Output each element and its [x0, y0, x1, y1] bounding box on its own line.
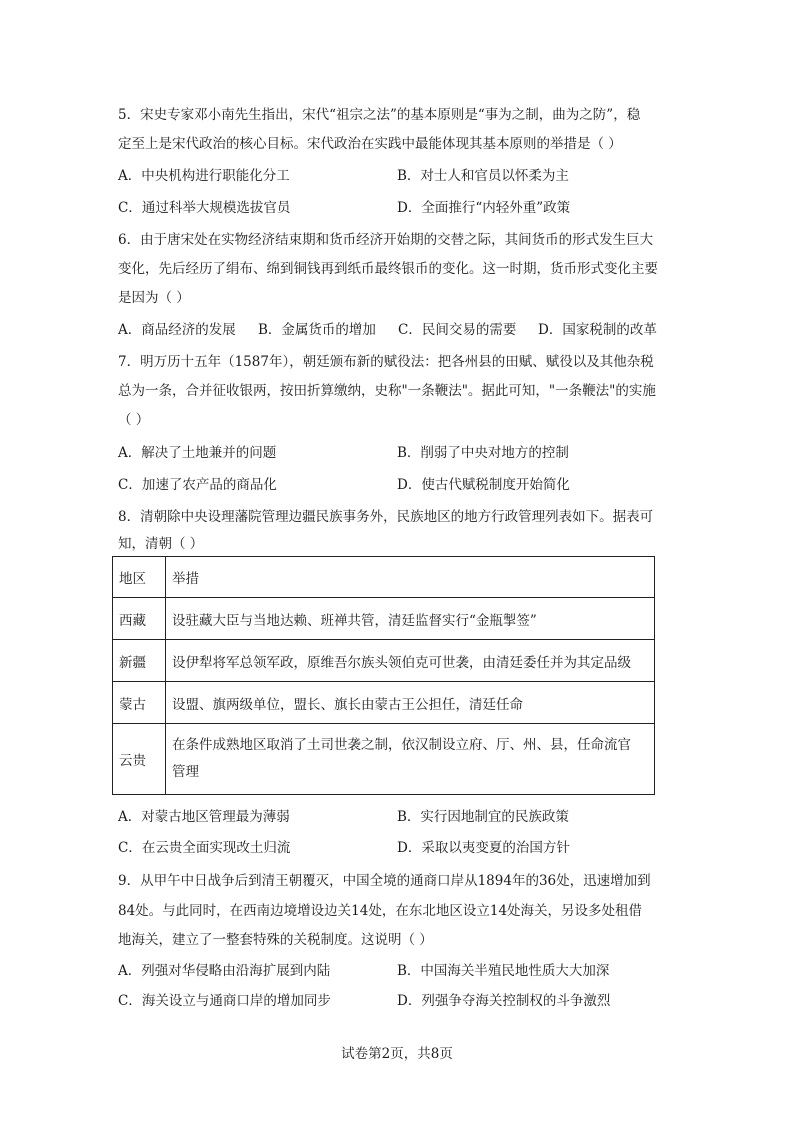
- q8-option-c: C．在云贵全面实现改土归流: [118, 840, 291, 856]
- table-cell-measure: 设盟、旗两级单位，盟长、旗长由蒙古王公担任，清廷任命: [166, 682, 655, 724]
- table-row: [113, 640, 655, 682]
- q5-option-c: C．通过科举大规模选拔官员: [118, 200, 291, 216]
- table-cell-region: 云贵: [113, 724, 166, 795]
- q6-stem-line-1: 6．由于唐宋处在实物经济结束期和货币经济开始期的交替之际，其间货币的形式发生巨大: [118, 232, 654, 248]
- page-footer: 试卷第2页，共8页: [341, 1046, 453, 1062]
- q5-option-b: B．对士人和官员以怀柔为主: [397, 168, 569, 184]
- q5-option-a: A．中央机构进行职能化分工: [118, 168, 290, 184]
- table-cell-measure-line-1: 在条件成熟地区取消了土司世袭之制，依汉制设立府、厅、州、县，任命流官: [172, 737, 631, 753]
- q5-option-d: D．全面推行“内轻外重”政策: [397, 200, 571, 216]
- q6-option-a: A．商品经济的发展: [118, 322, 236, 338]
- q5-stem-line-1: 5．宋史专家邓小南先生指出，宋代“祖宗之法”的基本原则是“事为之制，曲为之防”，稳: [118, 107, 641, 123]
- table-cell-region: 新疆: [113, 640, 166, 682]
- q7-stem-line-3: （ ）: [118, 412, 150, 428]
- table-row: [113, 682, 655, 724]
- table-cell-measure: [166, 724, 655, 795]
- q7-option-d: D．使古代赋税制度开始简化: [397, 477, 570, 493]
- policy-table: [112, 556, 655, 795]
- q8-option-a: A．对蒙古地区管理最为薄弱: [118, 809, 290, 825]
- table-row: [113, 598, 655, 640]
- q8-option-d: D．采取以夷变夏的治国方针: [397, 840, 570, 856]
- q8-option-b: B．实行因地制宜的民族政策: [397, 809, 569, 825]
- q9-option-c: C．海关设立与通商口岸的增加同步: [118, 993, 331, 1009]
- q8-stem-line-2: 知，清朝（ ）: [118, 536, 204, 552]
- table-cell-measure-line-2: 管理: [172, 764, 199, 780]
- table-cell-region: 蒙古: [113, 682, 166, 724]
- table-header-row: [113, 557, 655, 598]
- q8-stem-line-1: 8．清朝除中央设理藩院管理边疆民族事务外，民族地区的地方行政管理列表如下。据表可: [118, 509, 654, 525]
- q9-stem-line-3: 地海关，建立了一整套特殊的关税制度。这说明（ ）: [118, 932, 433, 948]
- q5-stem-line-2: 定至上是宋代政治的核心目标。宋代政治在实践中最能体现其基本原则的举措是（ ）: [118, 136, 622, 152]
- q7-stem-line-1: 7．明万历十五年（1587年），朝廷颁布新的赋役法：把各州县的田赋、赋役以及其他杂税: [118, 354, 654, 370]
- table-row: [113, 724, 655, 795]
- q7-option-c: C．加速了农产品的商品化: [118, 477, 277, 493]
- table-header-region: 地区: [113, 557, 166, 598]
- q6-option-b: B．金属货币的增加: [258, 322, 376, 338]
- table-cell-region: 西藏: [113, 598, 166, 640]
- table-cell-measure: 设伊犁将军总领军政，原维吾尔族头领伯克可世袭，由清廷委任并为其定品级: [166, 640, 655, 682]
- q6-stem-line-3: 是因为（ ）: [118, 290, 190, 306]
- q7-stem-line-2: 总为一条，合并征收银两，按田折算缴纳，史称"一条鞭法"。据此可知，"一条鞭法"的实施: [118, 383, 656, 399]
- q6-stem-line-2: 变化，先后经历了绢布、绵到铜钱再到纸币最终银币的变化。这一时期，货币形式变化主要: [118, 261, 658, 277]
- q6-option-c: C．民间交易的需要: [398, 322, 517, 338]
- table-cell-measure: 设驻藏大臣与当地达赖、班禅共管，清廷监督实行“金瓶掣签”: [166, 598, 655, 640]
- q6-option-d: D．国家税制的改革: [538, 322, 657, 338]
- q9-option-d: D．列强争夺海关控制权的斗争激烈: [397, 993, 611, 1009]
- q9-option-a: A．列强对华侵略由沿海扩展到内陆: [118, 963, 331, 979]
- table-header-measure: 举措: [166, 557, 655, 598]
- q9-option-b: B．中国海关半殖民地性质大大加深: [397, 963, 610, 979]
- q9-stem-line-2: 84处。与此同时，在西南边境增设边关14处，在东北地区设立14处海关，另设多处租借: [118, 903, 643, 919]
- q7-option-b: B．削弱了中央对地方的控制: [397, 445, 569, 461]
- q9-stem-line-1: 9．从甲午中日战争后到清王朝覆灭，中国全境的通商口岸从1894年的36处，迅速增加到: [118, 873, 651, 889]
- q7-option-a: A．解决了土地兼并的问题: [118, 445, 277, 461]
